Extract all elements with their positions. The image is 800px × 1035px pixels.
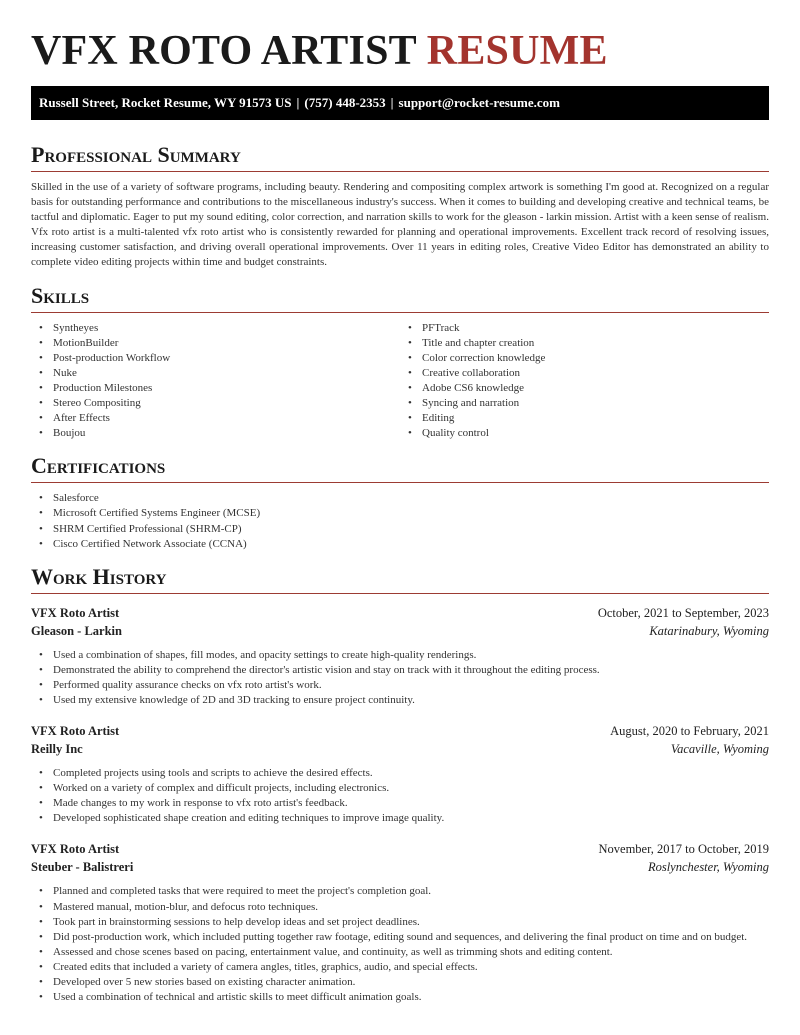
job-company: Reilly Inc (31, 742, 83, 757)
job-company: Gleason - Larkin (31, 623, 122, 638)
skill-item: • After Effects (31, 411, 400, 426)
skill-item: • Quality control (400, 426, 769, 441)
skill-item: • Color correction knowledge (400, 351, 769, 366)
job-duty-item: • Performed quality assurance checks on vfx roto artist's work. (31, 678, 769, 693)
job-duty-item: • Did post-production work, which included putting together raw footage, editing sound and sequences, and delivering the final product on time and on budget. (31, 930, 769, 945)
skill-item: • Production Milestones (31, 381, 400, 396)
job-duty-item: • Planned and completed tasks that were required to meet the project's completion goal. (31, 884, 769, 899)
job-duty-item: • Worked on a variety of complex and difficult projects, including electronics. (31, 781, 769, 796)
job-duties-list (31, 766, 769, 826)
summary-text: Skilled in the use of a variety of software programs, including beauty. Rendering and compositing complex artwork is something I'm good at. Recognized on a regular basis for outstanding performance and contributions to the miscellaneous industry's success. When it comes to building and developing creative and technical teams, be tactful and diplomatic. Eager to put my sound editing, color correction, and narration skills to work for the gleason - larkin mission. Artist with a keen sense of realism. Vfx roto artist is a multi-talented vfx roto artist who is consistently rewarded for planning and operational improvements. Excellent track record of resolving issues, increasing customer satisfaction, and driving overall operational improvements. Over 11 years in editing roles, Creative Video Editor has demonstrated an ability to complete video editing projects within time and budget constraints. (31, 181, 769, 269)
certification-item: • Cisco Certified Network Associate (CCNA) (31, 537, 769, 552)
certification-item: • SHRM Certified Professional (SHRM-CP) (31, 522, 769, 537)
job-duty-item: • Developed over 5 new stories based on existing character animation. (31, 975, 769, 990)
job-duty-item: • Made changes to my work in response to vfx roto artist's feedback. (31, 796, 769, 811)
contact-separator: | (390, 95, 394, 110)
title-main: VFX ROTO ARTIST (31, 28, 417, 74)
job-duty-item: • Completed projects using tools and scripts to achieve the desired effects. (31, 766, 769, 781)
skill-item: • PFTrack (400, 321, 769, 336)
skill-item: • Nuke (31, 366, 400, 381)
job-title: VFX Roto Artist (31, 605, 120, 620)
work-history-list (31, 604, 769, 1006)
job-duties-list (31, 648, 769, 708)
resume-title (31, 0, 769, 74)
skill-item: • Stereo Compositing (31, 396, 400, 411)
job-entry (31, 840, 769, 1005)
job-duty-item: • Took part in brainstorming sessions to help develop ideas and set project deadlines. (31, 915, 769, 930)
job-duty-item: • Mastered manual, motion-blur, and defocus roto techniques. (31, 900, 769, 915)
skill-item: • Post-production Workflow (31, 351, 400, 366)
job-duty-item: • Used my extensive knowledge of 2D and 3D tracking to ensure project continuity. (31, 693, 769, 708)
certifications-list (31, 491, 769, 551)
certification-item: • Microsoft Certified Systems Engineer (MCSE) (31, 506, 769, 521)
summary-heading: Professional Summary (31, 142, 769, 172)
skill-item: • Syncing and narration (400, 396, 769, 411)
skill-item: • Boujou (31, 426, 400, 441)
skills-list (31, 321, 769, 442)
work-history-heading: Work History (31, 564, 769, 594)
certifications-heading: Certifications (31, 453, 769, 483)
job-duty-item: • Used a combination of shapes, fill modes, and opacity settings to create high-quality renderings. (31, 648, 769, 663)
title-accent: RESUME (426, 28, 608, 74)
skill-item: • Editing (400, 411, 769, 426)
skill-item: • Creative collaboration (400, 366, 769, 381)
job-title: VFX Roto Artist (31, 724, 120, 739)
job-location: Katarinabury, Wyoming (649, 623, 769, 638)
job-dates: August, 2020 to February, 2021 (610, 724, 769, 739)
job-title: VFX Roto Artist (31, 842, 120, 857)
job-duty-item: • Used a combination of technical and artistic skills to meet difficult animation goals. (31, 990, 769, 1005)
job-duty-item: • Demonstrated the ability to comprehend the director's artistic vision and stay on track with it throughout the editing process. (31, 663, 769, 678)
job-company: Steuber - Balistreri (31, 860, 134, 875)
job-duty-item: • Created edits that included a variety of camera angles, titles, graphics, audio, and special effects. (31, 960, 769, 975)
job-duty-item: • Assessed and chose scenes based on pacing, entertainment value, and continuity, as well as trimming shots and editing content. (31, 945, 769, 960)
contact-email[interactable]: support@rocket-resume.com (398, 95, 560, 110)
skill-item: • Syntheyes (31, 321, 400, 336)
skill-item: • Title and chapter creation (400, 336, 769, 351)
contact-address: Russell Street, Rocket Resume, WY 91573 US (39, 95, 292, 110)
certification-item: • Salesforce (31, 491, 769, 506)
job-entry (31, 722, 769, 826)
contact-bar (31, 86, 769, 120)
skills-column-right (400, 321, 769, 442)
contact-phone[interactable]: (757) 448-2353 (304, 95, 386, 110)
job-duty-item: • Developed sophisticated shape creation and editing techniques to improve image quality. (31, 811, 769, 826)
skill-item: • MotionBuilder (31, 336, 400, 351)
job-location: Vacaville, Wyoming (670, 742, 769, 757)
skills-heading: Skills (31, 283, 769, 313)
contact-separator: | (296, 95, 300, 110)
job-location: Roslynchester, Wyoming (647, 860, 769, 875)
job-dates: October, 2021 to September, 2023 (597, 605, 769, 620)
skills-column-left (31, 321, 400, 442)
job-dates: November, 2017 to October, 2019 (598, 842, 769, 857)
skill-item: • Adobe CS6 knowledge (400, 381, 769, 396)
job-entry (31, 604, 769, 708)
job-duties-list (31, 884, 769, 1005)
